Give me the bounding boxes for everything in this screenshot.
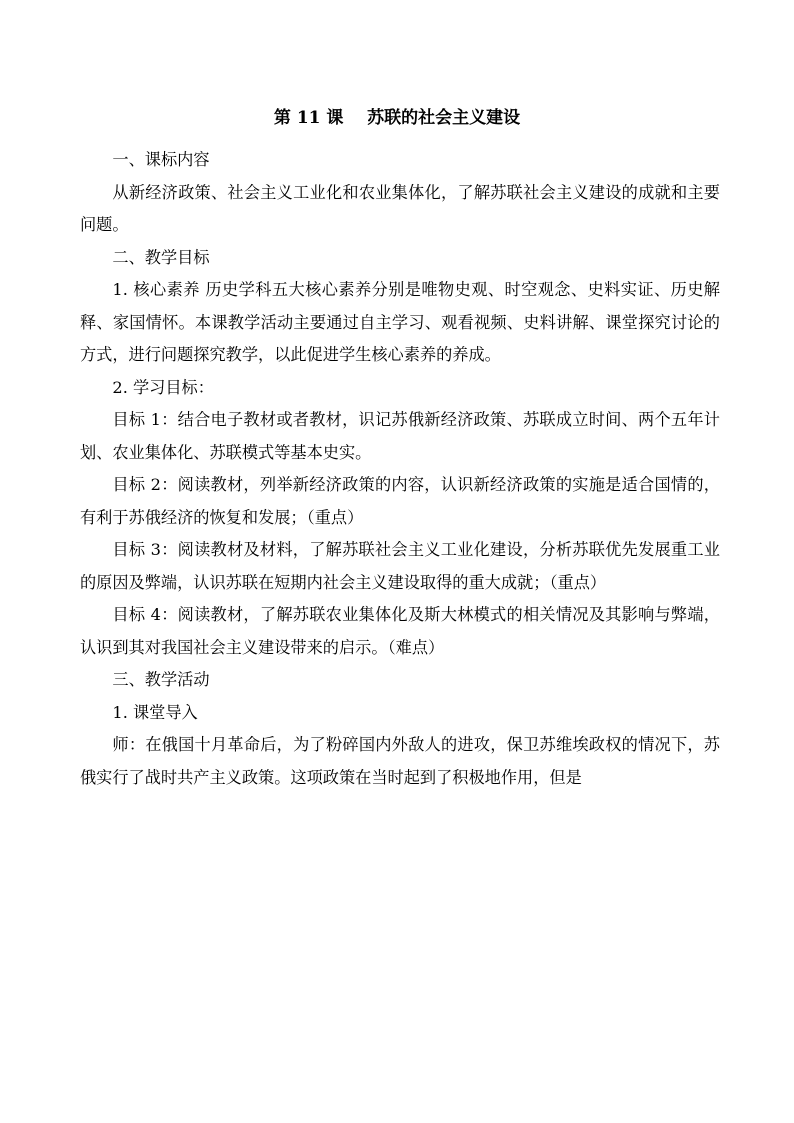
paragraph-objective-4: 目标 4：阅读教材，了解苏联农业集体化及斯大林模式的相关情况及其影响与弊端，认识到其对我国社会主义建设带来的启示。（难点） xyxy=(80,605,720,657)
paragraph-objective-2: 目标 2：阅读教材，列举新经济政策的内容，认识新经济政策的实施是适合国情的，有利于苏俄经济的恢复和发展；（重点） xyxy=(80,475,720,527)
heading-teaching-activities: 三、教学活动 xyxy=(112,670,210,689)
paragraph-curriculum-content: 从新经济政策、社会主义工业化和农业集体化，了解苏联社会主义建设的成就和主要问题。 xyxy=(80,182,720,234)
paragraph-objective-3: 目标 3：阅读教材及材料，了解苏联社会主义工业化建设，分析苏联优先发展重工业的原因及弊端，认识苏联在短期内社会主义建设取得的重大成就；（重点） xyxy=(80,540,720,592)
heading-class-introduction: 1. 课堂导入 xyxy=(112,702,198,722)
document-body xyxy=(80,144,720,794)
paragraph-core-literacy: 1. 核心素养 历史学科五大核心素养分别是唯物史观、时空观念、史料实证、历史解释、家国情怀。本课教学活动主要通过自主学习、观看视频、史料讲解、课堂探究讨论的方式，进行问题探究教学，以此促进学生核心素养的养成。 xyxy=(80,280,720,364)
document-title: 第 11 课 苏联的社会主义建设 xyxy=(273,108,521,128)
heading-curriculum-standards: 一、课标内容 xyxy=(112,150,210,169)
heading-learning-objectives: 2. 学习目标： xyxy=(112,377,214,397)
paragraph-teacher-intro: 师：在俄国十月革命后，为了粉碎国内外敌人的进攻，保卫苏维埃政权的情况下，苏俄实行了战时共产主义政策。这项政策在当时起到了积极地作用，但是 xyxy=(80,735,720,787)
paragraph-objective-1: 目标 1：结合电子教材或者教材，识记苏俄新经济政策、苏联成立时间、两个五年计划、农业集体化、苏联模式等基本史实。 xyxy=(80,410,720,462)
heading-teaching-objectives: 二、教学目标 xyxy=(112,247,210,267)
